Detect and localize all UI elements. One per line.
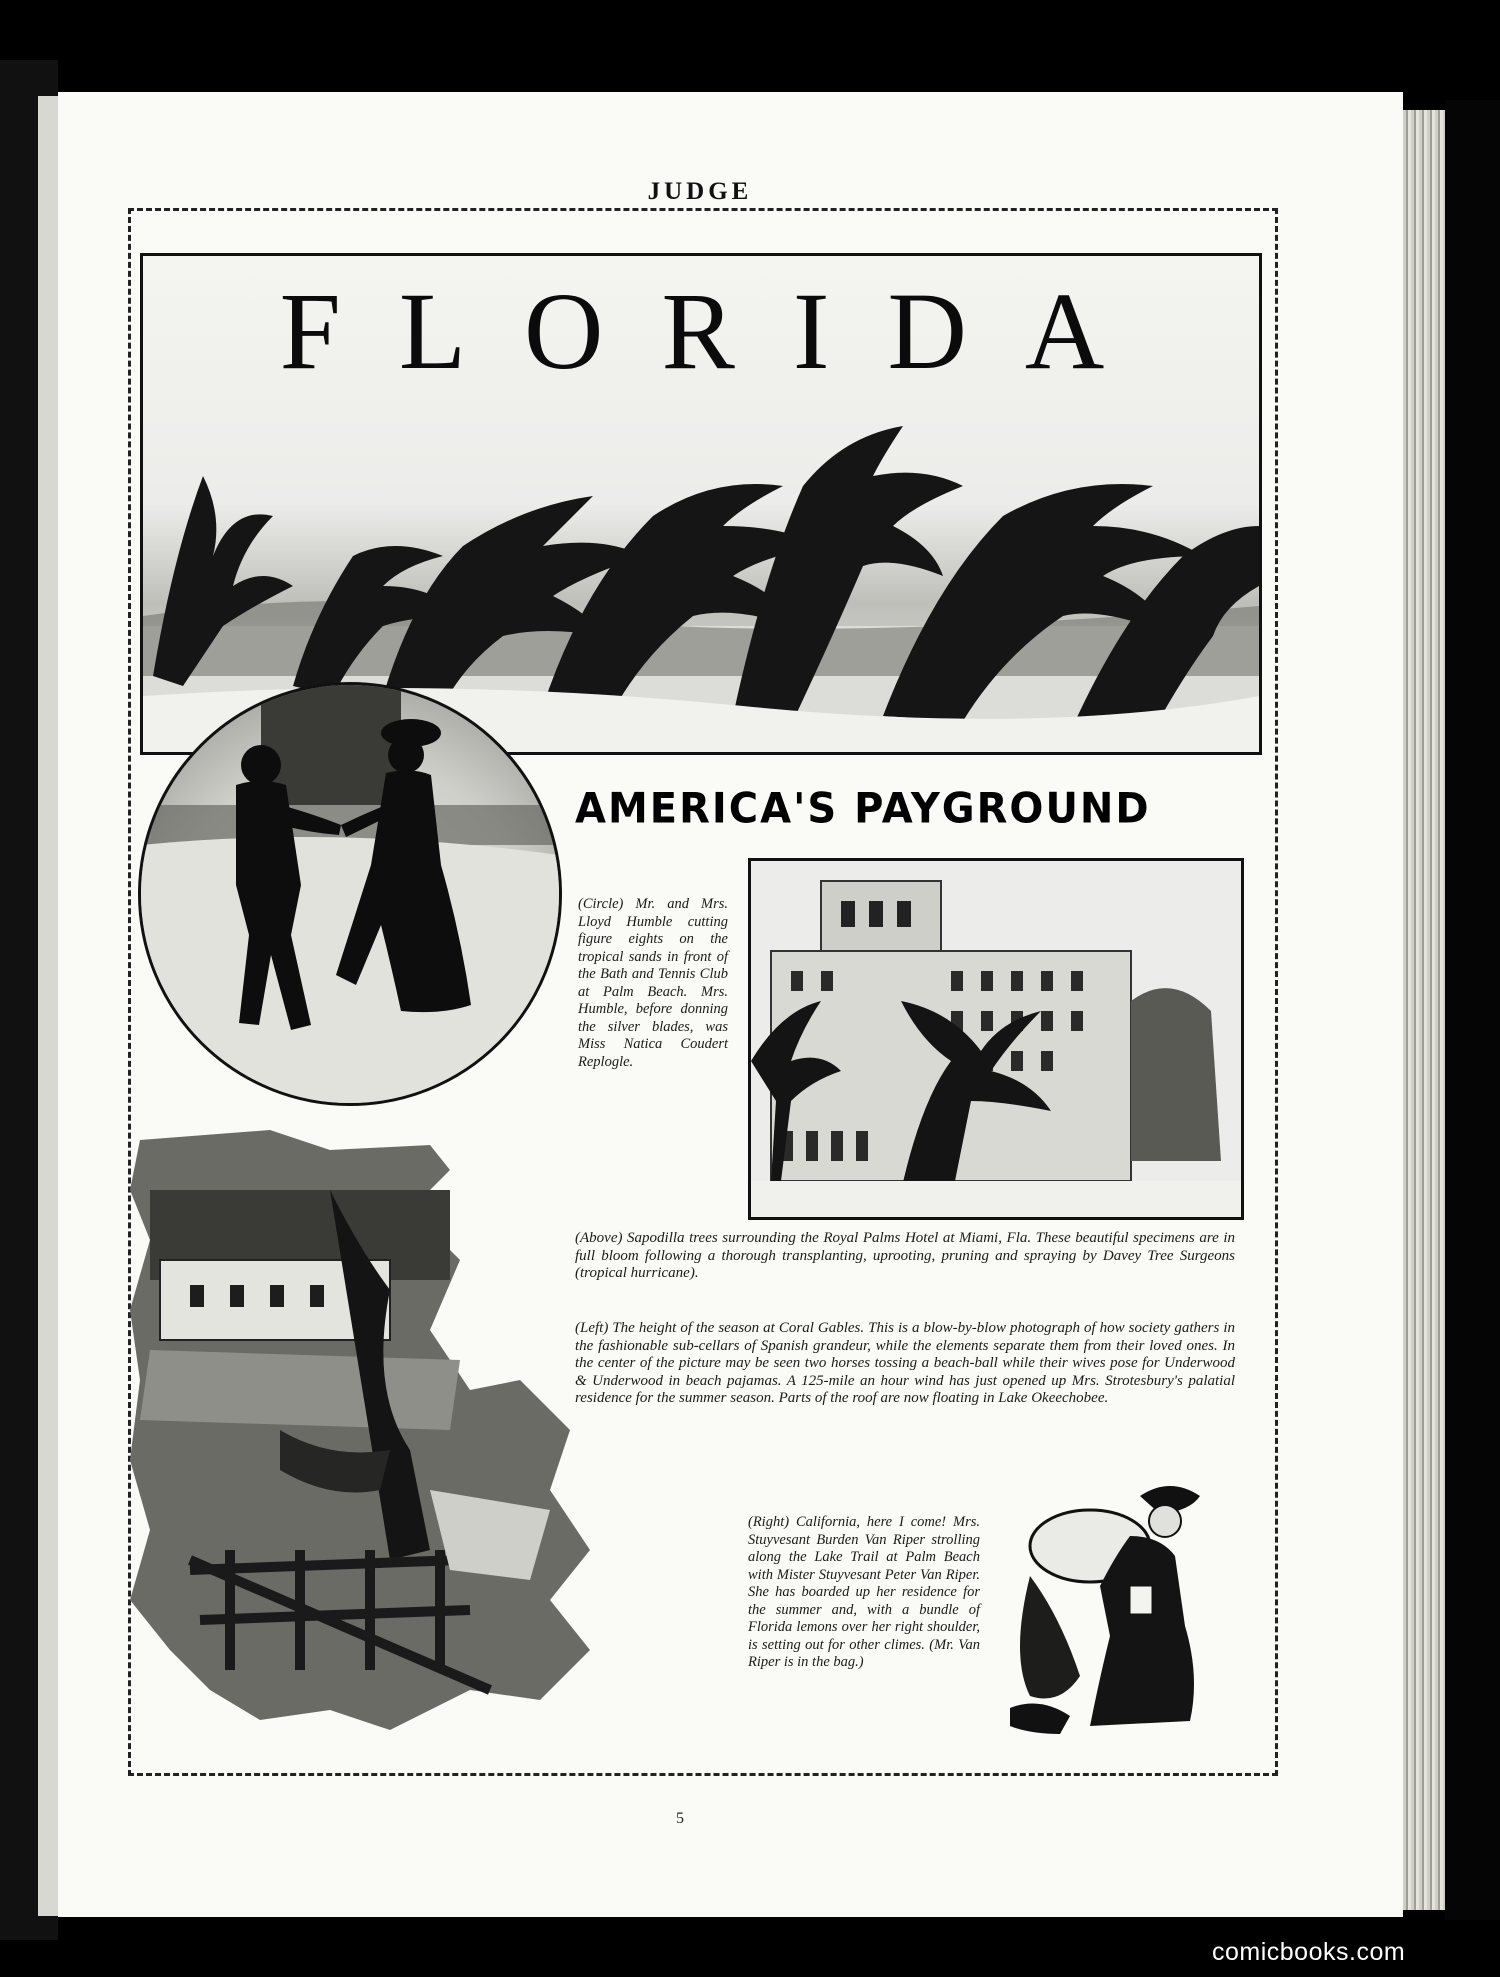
hotel-photo <box>748 858 1244 1220</box>
caption-left: (Left) The height of the season at Coral Gables. This is a blow-by-blow photograph of how society gathers in the fashionable sub-cellars of Spanish grandeur, while the elements separate them from their loved ones. In the center of the picture may be seen two horses tossing a beach-ball while their wives pose for Underwood & Underwood in beach pajamas. A 125-mile an hour wind has just opened up Mrs. Strotesbury's palatial residence for the summer season. Parts of the roof are now floating in Lake Okeechobee. <box>575 1320 1235 1406</box>
page-number: 5 <box>676 1810 684 1827</box>
watermark: comicbooks.com <box>1212 1938 1406 1966</box>
caption-right: (Right) California, here I come! Mrs. Stuyvesant Burden Van Riper strolling along the Lake Trail at Palm Beach with Mister Stuyvesant Peter Van Riper. She has boarded up her residence for the summer and, with a bundle of Florida lemons over her right shoulder, is setting out for other climes. (Mr. Van Riper is in the bag.) <box>748 1514 980 1670</box>
collage-photo-coral-gables <box>130 1130 730 1730</box>
damaged-hotel-illustration <box>751 861 1241 1217</box>
caption-above: (Above) Sapodilla trees surrounding the Royal Palms Hotel at Miami, Fla. These beautiful specimens are in full bloom following a thorough transplanting, uprooting, pruning and spraying by Davey Tree Surgeons (tropical hurricane). <box>575 1230 1235 1281</box>
hero-title: FLORIDA <box>279 270 1163 392</box>
circle-photo-skaters <box>138 682 562 1106</box>
facing-page-edge <box>38 96 60 1916</box>
running-head: JUDGE <box>647 178 753 205</box>
skating-couple-illustration <box>141 685 559 1103</box>
article-headline: AMERICA'S PAYGROUND <box>575 784 1151 834</box>
woman-with-bag-photo <box>1000 1476 1230 1736</box>
scan-border-right <box>1445 100 1500 1920</box>
storm-damage-collage-illustration <box>130 1130 730 1730</box>
hero-photo-palms <box>140 253 1262 755</box>
caption-circle: (Circle) Mr. and Mrs. Lloyd Humble cutting figure eights on the tropical sands in front of the Bath and Tennis Club at Palm Beach. Mrs. Humble, before donning the silver blades, was Miss Natica Coudert Replogle. <box>578 896 728 1070</box>
woman-carrying-bag-illustration <box>1000 1476 1230 1736</box>
